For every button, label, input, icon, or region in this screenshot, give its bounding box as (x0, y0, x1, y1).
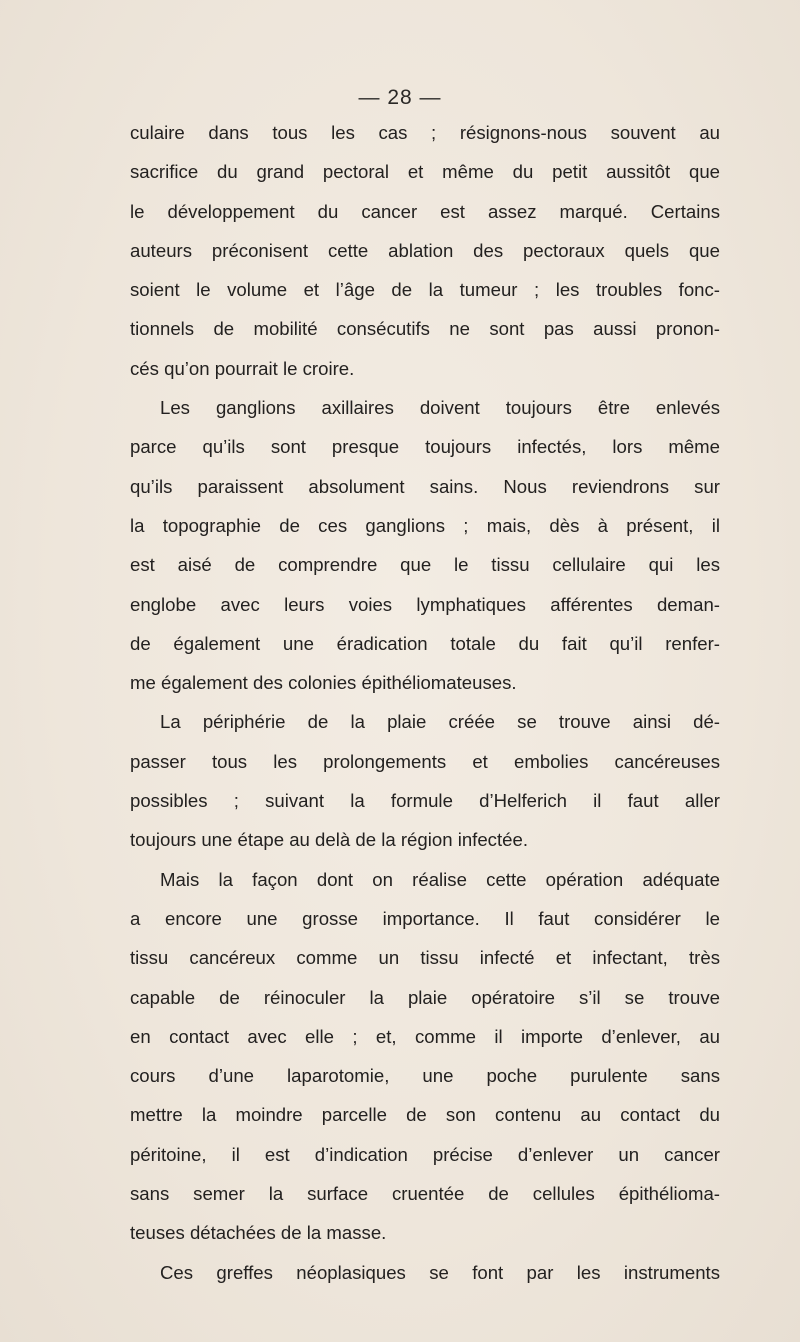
text-line: La périphérie de la plaie créée se trouve ainsi dé- (160, 711, 720, 733)
text-line: Les ganglions axillaires doivent toujours être enlevés (160, 397, 720, 419)
text-line: péritoine, il est d’indication précise d’enlever un cancer (130, 1143, 720, 1165)
text-line: culaire dans tous les cas ; résignons-nous souvent au (130, 122, 720, 143)
text-line: possibles ; suivant la formule d’Helferich il faut aller (130, 790, 720, 812)
text-line: a encore une grosse importance. Il faut considérer le (130, 907, 720, 929)
text-line: de également une éradication totale du fait qu’il renfer- (130, 632, 720, 654)
text-line: me également des colonies épithéliomateuses. (130, 672, 517, 694)
text-line: en contact avec elle ; et, comme il importe d’enlever, au (130, 1025, 720, 1047)
text-line: mettre la moindre parcelle de son contenu au contact du (130, 1104, 720, 1126)
text-line: toujours une étape au delà de la région infectée. (130, 829, 528, 851)
text-line: cés qu’on pourrait le croire. (130, 357, 355, 379)
text-line: sacrifice du grand pectoral et même du petit aussitôt que (130, 161, 720, 183)
text-line: tionnels de mobilité consécutifs ne sont pas aussi pronon- (130, 318, 720, 340)
text-line: parce qu’ils sont presque toujours infectés, lors même (130, 436, 720, 458)
text-line: auteurs préconisent cette ablation des pectoraux quels que (130, 239, 720, 261)
text-line: sans semer la surface cruentée de cellules épithélioma- (130, 1183, 720, 1205)
text-line: englobe avec leurs voies lymphatiques afférentes deman- (130, 593, 720, 615)
text-line: le développement du cancer est assez marqué. Certains (130, 200, 720, 222)
text-line: la topographie de ces ganglions ; mais, dès à présent, il (130, 514, 720, 536)
text-line: capable de réinoculer la plaie opératoire s’il se trouve (130, 986, 720, 1008)
text-line: passer tous les prolongements et embolies cancéreuses (130, 750, 720, 772)
text-line: Mais la façon dont on réalise cette opération adéquate (160, 868, 720, 890)
text-line: cours d’une laparotomie, une poche purulente sans (130, 1065, 720, 1087)
text-line: tissu cancéreux comme un tissu infecté et infectant, très (130, 947, 720, 969)
page-number: — 28 — (358, 86, 442, 109)
text-line: qu’ils paraissent absolument sains. Nous reviendrons sur (130, 475, 720, 497)
text-line: Ces greffes néoplasiques se font par les instruments (160, 1261, 720, 1283)
text-line: est aisé de comprendre que le tissu cellulaire qui les (130, 554, 720, 576)
text-line: soient le volume et l’âge de la tumeur ; les troubles fonc- (130, 279, 720, 301)
text-line: teuses détachées de la masse. (130, 1222, 387, 1244)
body-text (130, 113, 720, 1292)
